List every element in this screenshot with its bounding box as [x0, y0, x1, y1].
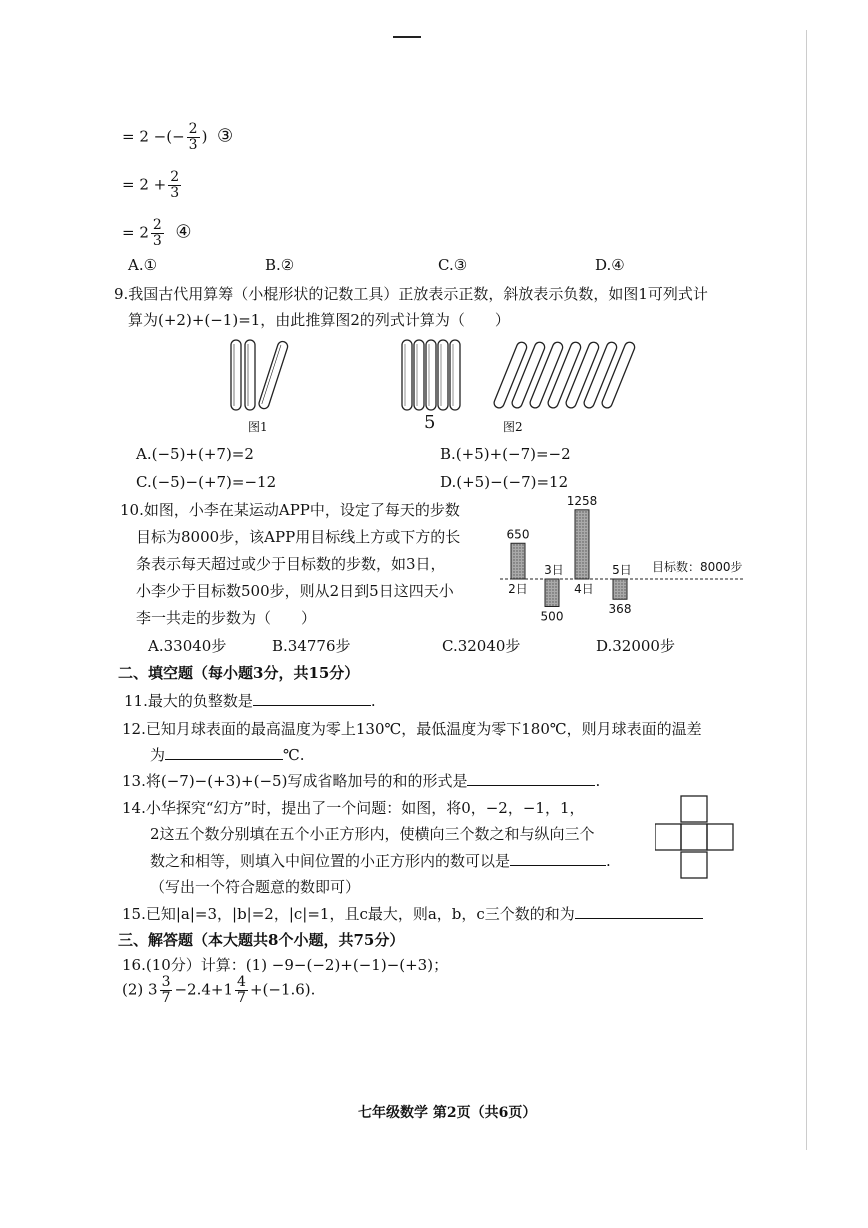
- q14-answer-blank[interactable]: [510, 851, 606, 866]
- q12-line1: 12.已知月球表面的最高温度为零上130℃，最低温度为零下180℃，则月球表面的温差: [122, 720, 702, 738]
- q9-line2: 算为(+2)+(−1)=1，由此推算图2的列式计算为（ ）: [128, 311, 510, 329]
- bar-value-label: 368: [608, 602, 632, 617]
- bar-value-label: 500: [540, 609, 564, 624]
- q10-line4: 小李少于目标数500步，则从2日到5日这四天小: [136, 582, 454, 600]
- target-label: 目标数：8000步: [652, 560, 743, 574]
- q9-option-a: A.(−5)+(+7)=2: [136, 445, 254, 463]
- q10-line3: 条表示每天超过或少于目标数的步数，如3日，: [136, 555, 446, 573]
- q9-figure-1: [225, 336, 295, 416]
- bar-3日: [545, 579, 559, 607]
- q14-line1: 14.小华探究“幻方”时，提出了一个问题：如图，将0，−2，−1，1，: [122, 799, 585, 817]
- q10-step-chart: [495, 496, 755, 631]
- bar-5日: [613, 579, 627, 599]
- q8-option-c: C.③: [438, 256, 468, 274]
- q9-fig1-label: 图1: [248, 420, 268, 434]
- q9-option-d: D.(+5)−(−7)=12: [440, 473, 569, 491]
- q13: 13.将(−7)−(+3)+(−5)写成省略加号的和的形式是 .: [122, 772, 601, 790]
- q8-option-b: B.②: [265, 256, 295, 274]
- bar-4日: [575, 510, 589, 579]
- page-border-line: [806, 30, 807, 1150]
- q10-option-a: A.33040步: [148, 637, 227, 655]
- q9-figure-2-slanted: [490, 336, 645, 416]
- q11: 11.最大的负整数是 .: [124, 692, 376, 710]
- category-label: 5日: [612, 563, 632, 577]
- category-label: 3日: [544, 563, 564, 577]
- rod-upright-2: [245, 340, 255, 410]
- q8-option-a: A.①: [128, 256, 158, 274]
- section-3-title: 三、解答题（本大题共8个小题，共75分）: [118, 931, 405, 949]
- page-footer: 七年级数学 第2页（共6页）: [358, 1105, 537, 1121]
- q13-answer-blank[interactable]: [467, 771, 595, 786]
- q9-handwritten-mark: 5: [424, 412, 436, 433]
- q15-answer-blank[interactable]: [575, 904, 703, 919]
- q11-answer-blank[interactable]: [253, 691, 371, 706]
- q16-part1: 16.(10分）计算：(1) −9−(−2)+(−1)−(+3)；: [122, 956, 449, 974]
- category-label: 4日: [574, 582, 594, 596]
- q9-line1: 9.我国古代用算筹（小棍形状的记数工具）正放表示正数，斜放表示负数，如图1可列式计: [114, 285, 708, 303]
- q10-option-d: D.32000步: [596, 637, 675, 655]
- section-2-title: 二、填空题（每小题3分，共15分）: [118, 664, 360, 682]
- q8-step3: = 2 −(− $\frac{2}{3}$ ) ③: [122, 121, 234, 153]
- bar-value-label: 1258: [566, 496, 598, 508]
- category-label: 2日: [508, 582, 528, 596]
- q10-line1: 10.如图，小李在某运动APP中，设定了每天的步数: [120, 501, 460, 519]
- q12-line2: 为 ℃.: [150, 746, 305, 764]
- q10-option-b: B.34776步: [272, 637, 351, 655]
- bar-value-label: 650: [506, 527, 530, 542]
- q9-fig2-label: 图2: [503, 420, 523, 434]
- rod-upright-1: [231, 340, 241, 410]
- q10-option-c: C.32040步: [442, 637, 521, 655]
- q8-option-d: D.④: [595, 256, 625, 274]
- top-mark: [393, 36, 421, 38]
- q14-cross-grid: [655, 794, 759, 882]
- q14-line4: （写出一个符合题意的数即可）: [150, 878, 361, 896]
- q9-option-c: C.(−5)−(+7)=−12: [136, 473, 277, 491]
- q8-step4: = 2 + $\frac{2}{3}$: [122, 169, 180, 201]
- q8-step5: = 2 $\frac{2}{3}$ ④: [122, 217, 192, 249]
- q14-line3: 数之和相等，则填入中间位置的小正方形内的数可以是 .: [150, 852, 611, 870]
- bar-2日: [511, 543, 525, 579]
- rod-slanted-1: [258, 340, 289, 410]
- q12-answer-blank[interactable]: [165, 745, 283, 760]
- q10-line2: 目标为8000步，该APP用目标线上方或下方的长: [136, 528, 461, 546]
- q9-figure-2-upright: [398, 336, 470, 416]
- q9-option-b: B.(+5)+(−7)=−2: [440, 445, 571, 463]
- q16-part2: (2) 3 $\frac{3}{7}$ −2.4+1 $\frac{4}{7}$ +(−1.6).: [122, 974, 316, 1006]
- q10-line5: 李一共走的步数为（ ）: [136, 609, 317, 627]
- q14-line2: 2这五个数分别填在五个小正方形内，使横向三个数之和与纵向三个: [150, 825, 595, 843]
- q15: 15.已知|a|=3，|b|=2，|c|=1，且c最大，则a，b，c三个数的和为: [122, 904, 703, 924]
